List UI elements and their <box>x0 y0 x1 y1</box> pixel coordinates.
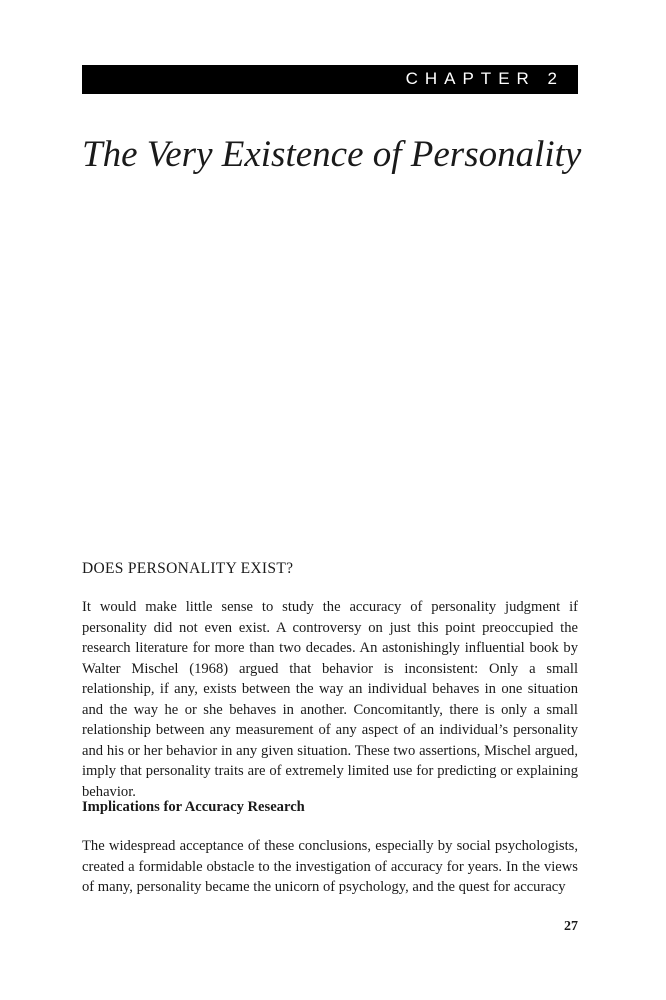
chapter-label: CHAPTER 2 <box>405 69 564 88</box>
chapter-title: The Very Existence of Personality <box>82 134 582 175</box>
page-number: 27 <box>564 919 578 934</box>
section-heading: DOES PERSONALITY EXIST? <box>82 560 294 577</box>
chapter-header-bar <box>82 65 578 94</box>
body-paragraph: It would make little sense to study the accuracy of personality judgment if personality did not even exist. A controversy on just this point preoccupied the research literature for more than two decades. An astonishingly influential book by Walter Mischel (1968) argued that behavior is inconsistent: Only a small relationship, if any, exists between the way an individual behaves in one situation and the way he or she behaves in another. Concomitantly, there is only a small relationship between any measurement of any aspect of an individual’s personality and his or her behavior in any given situation. These two assertions, Mischel argued, imply that personality traits are of extremely limited use for predicting or explaining behavior. <box>82 599 578 800</box>
subsection-heading: Implications for Accuracy Research <box>82 799 305 815</box>
body-paragraph: The widespread acceptance of these conclusions, especially by social psychologists, created a formidable obstacle to the investigation of accuracy for years. In the views of many, personality became the unicorn of psychology, and the quest for accuracy <box>82 838 578 895</box>
